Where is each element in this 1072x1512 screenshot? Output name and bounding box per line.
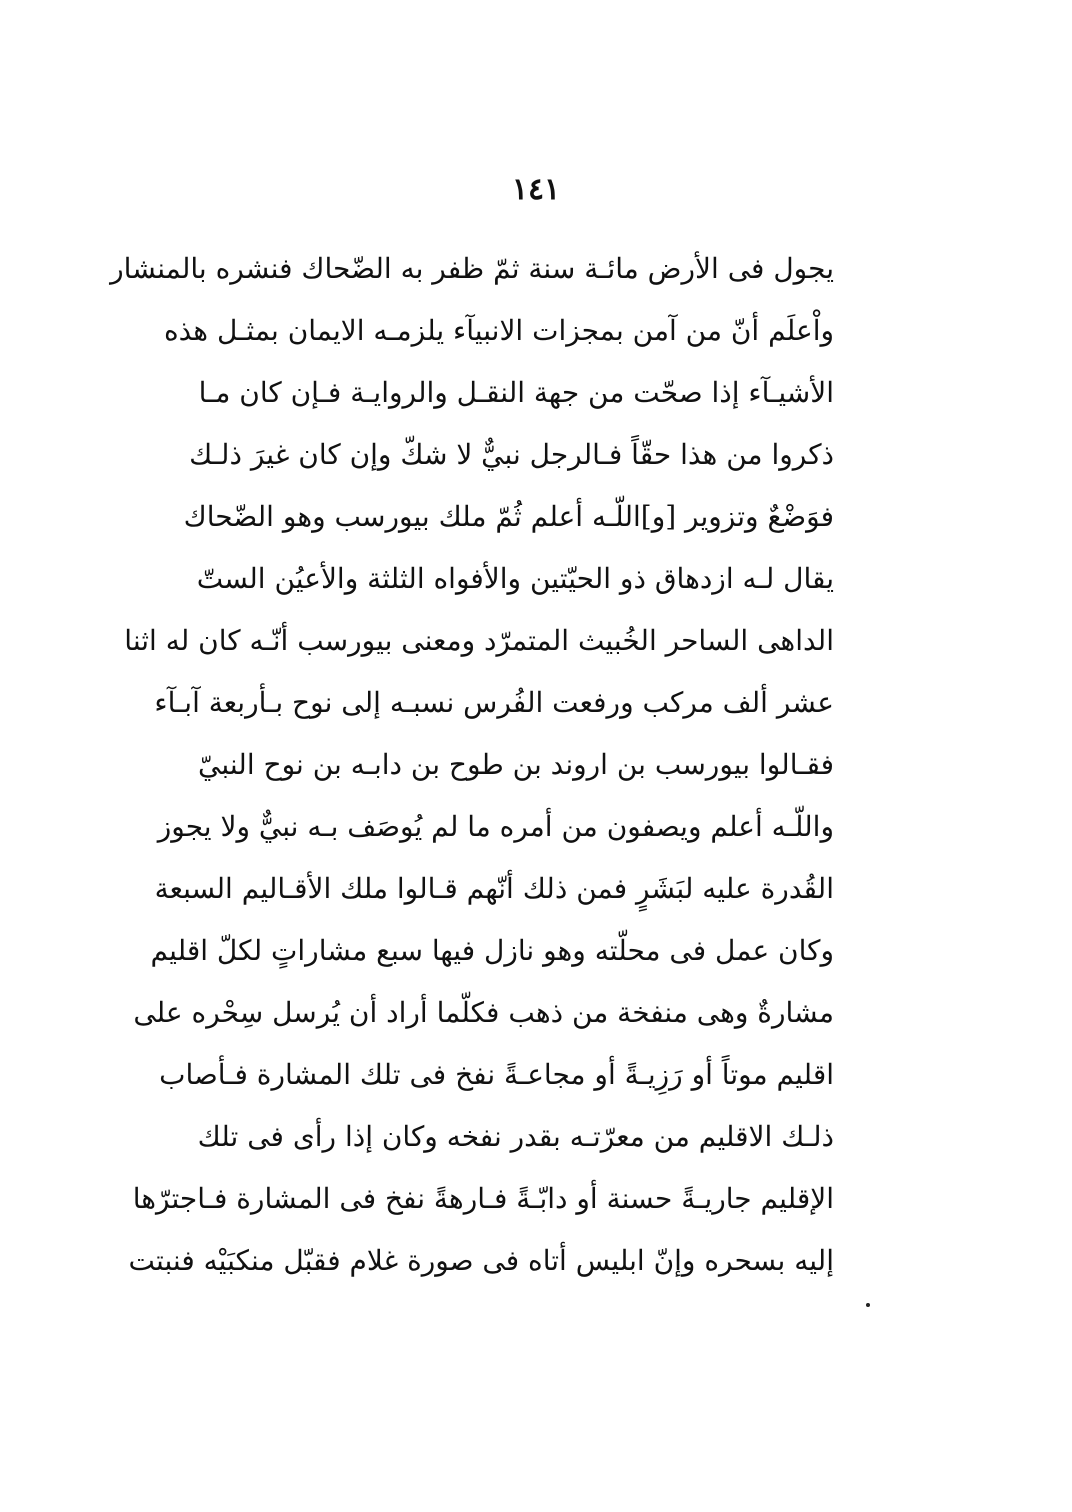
text-line: وكان عمل فى محلّته وهو نازل فيها سبع مشاراتٍ لكلّ اقليم bbox=[150, 934, 834, 967]
text-line: القُدرة عليه لبَشَرٍ فمن ذلك أنّهم قـالوا ملك الأقـاليم السبعة bbox=[154, 872, 834, 905]
text-line: يجول فى الأرض مائـة سنة ثمّ ظفر به الضّحاك فنشره بالمنشار bbox=[110, 252, 834, 285]
text-line: مشارةٌ وهى منفخة من ذهب فكلّما أراد أن يُرسل سِحْره على bbox=[133, 996, 834, 1029]
page-number: ١٤١ bbox=[511, 172, 561, 207]
text-line: ذلـك الاقليم من معرّتـه بقدر نفخه وكان إذا رأى فى تلك bbox=[197, 1120, 834, 1153]
text-line: يقال لـه ازدهاق ذو الحيّتين والأفواه الثلثة والأعيُن الستّ bbox=[196, 562, 834, 595]
scan-speck bbox=[866, 1303, 870, 1307]
text-line: عشر ألف مركب ورفعت الفُرس نسبـه إلى نوح بـأربعة آبـآء bbox=[154, 686, 834, 719]
text-line: واللّـه أعلم ويصفون من أمره ما لم يُوصَف بـه نبيٌّ ولا يجوز bbox=[157, 810, 834, 843]
body-text bbox=[110, 238, 834, 1292]
text-line: الأشيـآء إذا صحّت من جهة النقـل والروايـة فـإن كان مـا bbox=[198, 376, 834, 409]
text-line: فقـالوا بيورسب بن اروند بن طوح بن دابـه بن نوح النبيّ bbox=[198, 748, 834, 781]
text-line: الداهى الساحر الخُبيث المتمرّد ومعنى بيورسب أنّـه كان له اثنا bbox=[124, 624, 834, 657]
text-line: ذكروا من هذا حقّاً فـالرجل نبيٌّ لا شكّ وإن كان غيرَ ذلـك bbox=[189, 438, 834, 471]
text-line: إليه بسحره وإنّ ابليس أتاه فى صورة غلام فقبّل منكبَيْه فنبتت bbox=[128, 1244, 834, 1277]
text-line: اقليم موتاً أو رَزِيـةً أو مجاعـةً نفخ فى تلك المشارة فـأصاب bbox=[159, 1058, 834, 1091]
text-line: واْعلَم أنّ من آمن بمجزات الانبيآء يلزمـه الايمان بمثـل هذه bbox=[163, 314, 834, 347]
text-line: الإقليم جاريـةً حسنة أو دابّـةً فـارهةً نفخ فى المشارة فـاجترّها bbox=[132, 1182, 834, 1215]
text-line: فوَضْعٌ وتزوير [و]اللّـه أعلم ثُمّ ملك بيورسب وهو الضّحاك bbox=[183, 500, 834, 533]
